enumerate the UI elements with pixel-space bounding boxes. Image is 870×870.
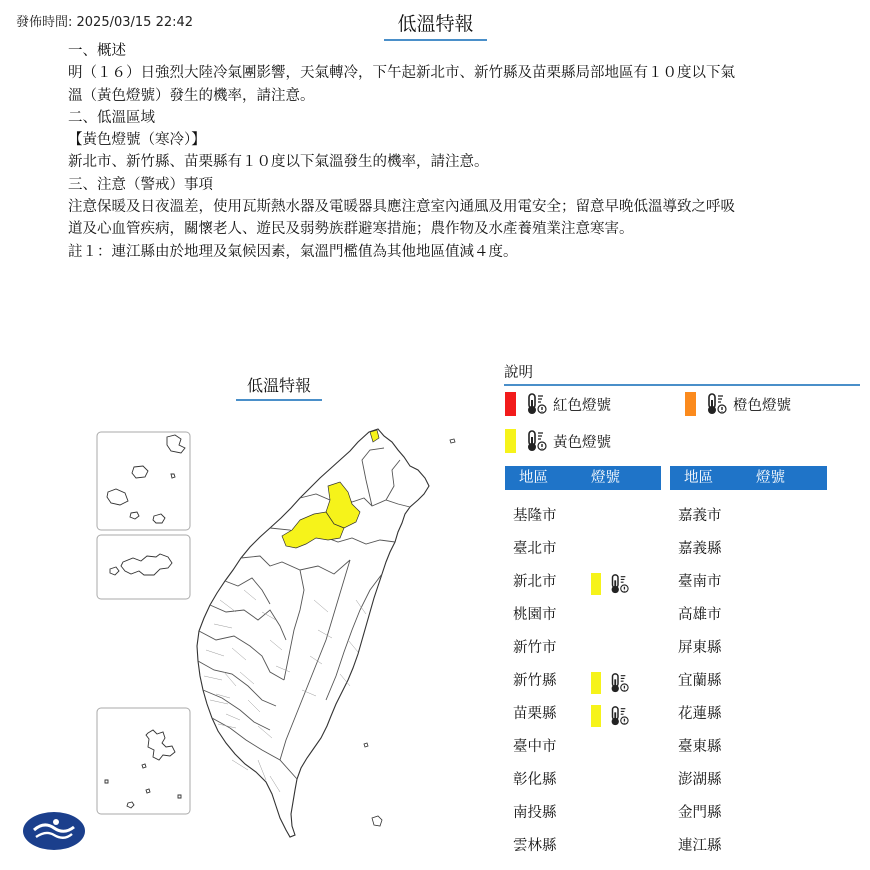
- table-row: [678, 533, 828, 566]
- header-region: 地區: [519, 470, 548, 486]
- yellow-swatch: [591, 705, 601, 727]
- region-name: 臺北市: [513, 541, 557, 557]
- table-row: [513, 533, 663, 566]
- table-row: [678, 665, 828, 698]
- legend-item-yellow: [505, 429, 611, 453]
- region-name: 苗栗縣: [513, 706, 557, 722]
- notice-line: 三、注意（警戒）事項: [68, 176, 213, 193]
- thermometer-cold-icon: [607, 573, 629, 595]
- table-row: [678, 797, 828, 830]
- table-row: [678, 566, 828, 599]
- table-row: [678, 599, 828, 632]
- notice-line: 明（１６）日強烈大陸冷氣團影響，天氣轉冷，下午起新北市、新竹縣及苗栗縣局部地區有１０度以下氣: [68, 65, 735, 82]
- region-name: 屏東縣: [678, 640, 722, 656]
- inset-box-penghu: [97, 708, 190, 814]
- legend-label-red: 紅色燈號: [553, 397, 611, 414]
- region-name: 宜蘭縣: [678, 673, 722, 689]
- region-name: 嘉義縣: [678, 541, 722, 557]
- table-header-right: [670, 466, 827, 490]
- notice-line: 溫（黃色燈號）發生的機率，請注意。: [68, 87, 315, 104]
- region-name: 桃園市: [513, 607, 557, 623]
- region-name: 臺東縣: [678, 739, 722, 755]
- thermometer-cold-icon: [607, 672, 629, 694]
- table-row: [678, 731, 828, 764]
- notice-line: 道及心血管疾病，關懷老人、遊民及弱勢族群避寒措施；農作物及水產養殖業注意寒害。: [68, 221, 634, 238]
- thermometer-cold-icon: [703, 392, 727, 416]
- table-row: [513, 698, 663, 731]
- region-name: 基隆市: [513, 508, 557, 524]
- cwa-logo: [22, 811, 86, 851]
- table-row: [513, 665, 663, 698]
- region-name: 澎湖縣: [678, 772, 722, 788]
- penghu-islands: [105, 730, 181, 808]
- region-name: 新竹市: [513, 640, 557, 656]
- region-name: 彰化縣: [513, 772, 557, 788]
- table-row: [513, 830, 663, 863]
- region-name: 臺中市: [513, 739, 557, 755]
- kinmen-islands: [110, 554, 172, 575]
- region-name: 嘉義市: [678, 508, 722, 524]
- table-row: [678, 500, 828, 533]
- thermometer-cold-icon: [523, 392, 547, 416]
- notice-line: 新北市、新竹縣、苗栗縣有１０度以下氣溫發生的機率，請注意。: [68, 154, 489, 171]
- notice-line: 【黃色燈號（寒冷）】: [68, 132, 206, 149]
- yellow-swatch: [591, 672, 601, 694]
- red-swatch: [505, 392, 516, 416]
- page-title: 低溫特報: [384, 12, 487, 41]
- header-signal: 燈號: [756, 470, 785, 486]
- notice-line: 注意保暖及日夜溫差，使用瓦斯熱水器及電暖器具應注意室內通風及用電安全；留意早晚低溫導致之呼吸: [68, 199, 735, 216]
- region-name: 雲林縣: [513, 838, 557, 854]
- region-name: 新北市: [513, 574, 557, 590]
- matsu-islands: [107, 435, 185, 523]
- issue-timestamp: 發佈時間: 2025/03/15 22:42: [16, 15, 194, 30]
- table-row: [678, 764, 828, 797]
- legend-label-yellow: 黃色燈號: [553, 434, 611, 451]
- orange-swatch: [685, 392, 696, 416]
- region-name: 臺南市: [678, 574, 722, 590]
- legend-label-orange: 橙色燈號: [733, 397, 791, 414]
- legend-title: 說明: [504, 364, 860, 386]
- region-name: 連江縣: [678, 838, 722, 854]
- region-name: 南投縣: [513, 805, 557, 821]
- table-row: [678, 698, 828, 731]
- taiwan-main-island: [197, 429, 429, 837]
- signal-indicator: [591, 705, 629, 727]
- notice-line: 註１：連江縣由於地理及氣候因素，氣溫門檻值為其他地區值減４度。: [68, 243, 518, 260]
- yellow-swatch: [505, 429, 516, 453]
- table-row: [513, 599, 663, 632]
- table-row: [513, 764, 663, 797]
- notice-line: 一、概述: [68, 43, 126, 59]
- thermometer-cold-icon: [607, 705, 629, 727]
- legend-item-red: [505, 392, 611, 416]
- legend-item-orange: [685, 392, 791, 416]
- notice-line: 二、低溫區域: [68, 109, 155, 126]
- table-row: [678, 830, 828, 863]
- map-title: 低溫特報: [236, 376, 322, 401]
- yellow-swatch: [591, 573, 601, 595]
- region-name: 花蓮縣: [678, 706, 722, 722]
- region-name: 高雄市: [678, 607, 722, 623]
- table-row: [678, 632, 828, 665]
- thermometer-cold-icon: [523, 429, 547, 453]
- header-region: 地區: [684, 470, 713, 486]
- signal-indicator: [591, 672, 629, 694]
- table-row: [513, 500, 663, 533]
- table-row: [513, 566, 663, 599]
- table-row: [513, 731, 663, 764]
- region-name: 新竹縣: [513, 673, 557, 689]
- table-row: [513, 797, 663, 830]
- table-row: [513, 632, 663, 665]
- region-name: 金門縣: [678, 805, 722, 821]
- signal-indicator: [591, 573, 629, 595]
- table-header-left: [505, 466, 661, 490]
- header-signal: 燈號: [591, 470, 620, 486]
